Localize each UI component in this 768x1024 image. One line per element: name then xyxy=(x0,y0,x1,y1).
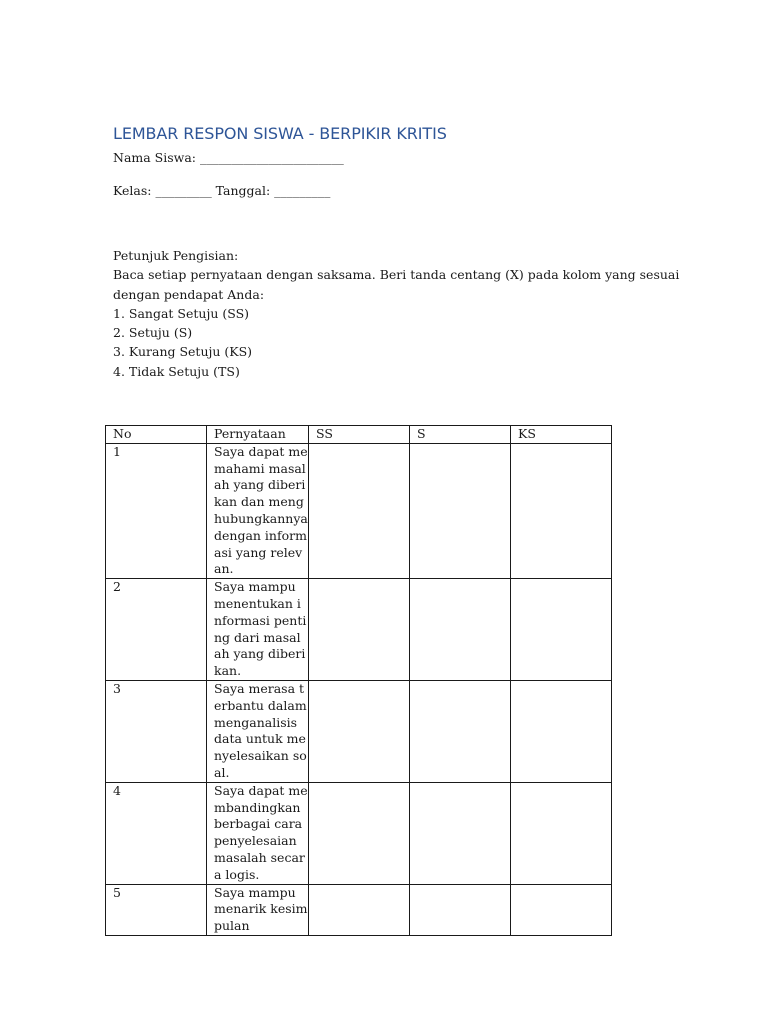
cell-s[interactable] xyxy=(410,680,511,782)
cell-ks[interactable] xyxy=(511,782,612,884)
table-row xyxy=(106,680,612,782)
header-ks: KS xyxy=(511,426,612,444)
row-statement xyxy=(207,782,309,884)
table-row xyxy=(106,443,612,578)
cell-ss[interactable] xyxy=(309,680,410,782)
header-pernyataan: Pernyataan xyxy=(207,426,309,444)
row-statement xyxy=(207,680,309,782)
student-name-field: Nama Siswa: _______________________ xyxy=(113,150,344,165)
cell-ss[interactable] xyxy=(309,782,410,884)
instructions-block xyxy=(113,246,680,381)
table-header-row xyxy=(106,426,612,444)
row-number: 3 xyxy=(106,680,207,782)
row-number: 5 xyxy=(106,884,207,935)
table-row xyxy=(106,884,612,935)
instructions-heading: Petunjuk Pengisian: xyxy=(113,248,239,263)
statement-text: Saya merasa terbantu dalam menganalisis data untuk menyelesaikan soal. xyxy=(214,680,307,780)
row-statement xyxy=(207,579,309,681)
instructions-text-line-1: Baca setiap pernyataan dengan saksama. Beri tanda centang (X) pada kolom yang sesuai xyxy=(113,267,680,283)
class-date-field: Kelas: _________ Tanggal: _________ xyxy=(113,183,331,198)
header-no: No xyxy=(106,426,207,444)
header-ss: SS xyxy=(309,426,410,444)
option-ts: 4. Tidak Setuju (TS) xyxy=(113,363,240,379)
statement-text: Saya mampu menentukan informasi penting dari masalah yang diberikan. xyxy=(214,579,307,679)
row-statement xyxy=(207,443,309,578)
statement-text: Saya mampu menarik kesimpulan xyxy=(214,884,308,934)
worksheet-title: LEMBAR RESPON SISWA - BERPIKIR KRITIS xyxy=(113,124,447,143)
header-s: S xyxy=(410,426,511,444)
cell-ss[interactable] xyxy=(309,884,410,935)
cell-ks[interactable] xyxy=(511,579,612,681)
instructions-text-line-2: dengan pendapat Anda: xyxy=(113,286,265,302)
option-s: 2. Setuju (S) xyxy=(113,325,193,341)
table-row xyxy=(106,782,612,884)
cell-ks[interactable] xyxy=(511,884,612,935)
cell-ss[interactable] xyxy=(309,579,410,681)
row-number: 2 xyxy=(106,579,207,681)
row-statement xyxy=(207,884,309,935)
cell-s[interactable] xyxy=(410,782,511,884)
cell-ks[interactable] xyxy=(511,680,612,782)
cell-s[interactable] xyxy=(410,884,511,935)
statement-text: Saya dapat membandingkan berbagai cara penyelesaian masalah secara logis. xyxy=(214,782,308,882)
statement-text: Saya dapat memahami masalah yang diberikan dan menghubungkannya dengan informasi yang relevan. xyxy=(214,443,308,577)
row-number: 4 xyxy=(106,782,207,884)
table-row xyxy=(106,579,612,681)
cell-ks[interactable] xyxy=(511,443,612,578)
response-table xyxy=(105,425,612,936)
option-ks: 3. Kurang Setuju (KS) xyxy=(113,344,253,360)
cell-s[interactable] xyxy=(410,579,511,681)
option-ss: 1. Sangat Setuju (SS) xyxy=(113,305,250,321)
row-number: 1 xyxy=(106,443,207,578)
cell-ss[interactable] xyxy=(309,443,410,578)
cell-s[interactable] xyxy=(410,443,511,578)
